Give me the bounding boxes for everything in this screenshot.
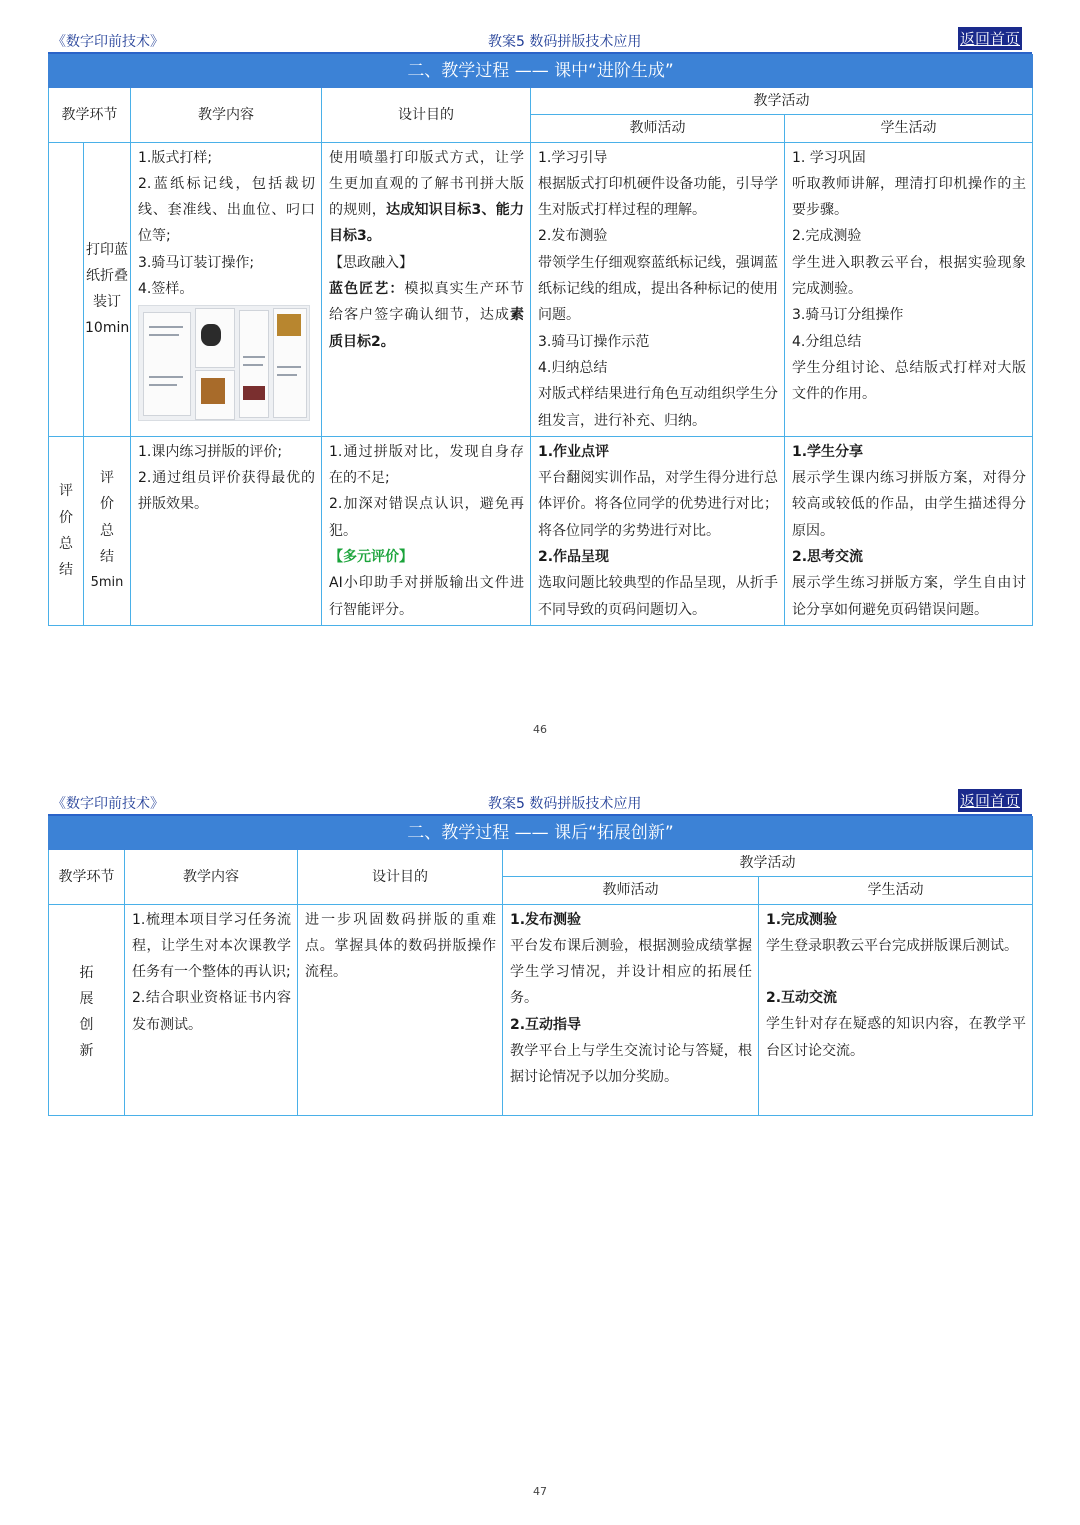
student-activity-heading: 2.互动交流 bbox=[766, 990, 838, 1007]
teacher-activity-line: 平台翻阅实训作品，对学生得分进行总体评价。将各位同学的优势进行对比；将各位同学的劣势进行对比。 bbox=[538, 470, 778, 539]
teacher-activity-heading: 2.互动指导 bbox=[510, 1016, 582, 1033]
lesson-title: 教案5 数码拼版技术应用 bbox=[488, 796, 642, 812]
teacher-activity-cell bbox=[531, 142, 785, 436]
student-activity-line: 展示学生课内练习拼版方案，对得分较高或较低的作品，由学生描述得分原因。 bbox=[792, 470, 1027, 539]
student-activity-line: 4.分组总结 bbox=[792, 333, 862, 350]
segment-cell bbox=[49, 904, 125, 1115]
segment-cell bbox=[84, 142, 131, 436]
purpose-goal: 素质目标2。 bbox=[329, 307, 524, 350]
col-header-teacher: 教师活动 bbox=[503, 877, 759, 904]
segment-time: 10min bbox=[85, 320, 130, 337]
teacher-activity-line: 带领学生仔细观察蓝纸标记线，强调蓝纸标记线的组成，提出各种标记的使用问题。 bbox=[538, 254, 778, 324]
student-activity-line: 学生针对存在疑惑的知识内容，在教学平台区讨论交流。 bbox=[766, 1016, 1026, 1059]
segment-name: 评价总结 bbox=[100, 470, 114, 566]
content-cell bbox=[131, 436, 322, 625]
purpose-text: 进一步巩固数码拼版的重难点。掌握具体的数码拼版操作流程。 bbox=[305, 911, 496, 981]
segment-group-blank bbox=[49, 142, 84, 436]
purpose-cell bbox=[298, 904, 503, 1115]
student-activity-line: 听取教师讲解，理清打印机操作的主要步骤。 bbox=[792, 175, 1027, 219]
purpose-text: 2.加深对错误点认识，避免再犯。 bbox=[329, 496, 524, 539]
teacher-activity-line: 3.骑马订操作示范 bbox=[538, 333, 650, 350]
back-home-button[interactable]: 返回首页 bbox=[958, 27, 1022, 50]
section-title-band: 二、教学过程 —— 课中“进阶生成” bbox=[49, 55, 1033, 88]
student-activity-line: 展示学生练习拼版方案，学生自由讨论分享如何避免页码错误问题。 bbox=[792, 575, 1027, 618]
col-header-purpose: 设计目的 bbox=[298, 850, 503, 905]
content-cell bbox=[125, 904, 298, 1115]
teacher-activity-line: 1.学习引导 bbox=[538, 149, 608, 166]
content-item: 1.版式打样; bbox=[138, 149, 213, 166]
teacher-activity-line: 2.发布测验 bbox=[538, 228, 608, 245]
teacher-activity-line: 4.归纳总结 bbox=[538, 359, 608, 376]
content-cell bbox=[131, 142, 322, 436]
page-number: 47 bbox=[533, 1485, 547, 1498]
student-activity-line: 学生登录职教云平台完成拼版课后测试。 bbox=[766, 937, 1018, 954]
student-activity-heading: 2.思考交流 bbox=[792, 549, 864, 566]
segment-group-cell bbox=[49, 436, 84, 625]
content-item: 3.骑马订装订操作; bbox=[138, 254, 255, 271]
student-activity-heading: 1.完成测验 bbox=[766, 911, 838, 928]
student-activity-line: 2.完成测验 bbox=[792, 228, 862, 245]
back-home-button[interactable]: 返回首页 bbox=[958, 789, 1022, 812]
teacher-activity-line: 平台发布课后测验，根据测验成绩掌握学生学习情况，并设计相应的拓展任务。 bbox=[510, 937, 752, 1007]
content-item: 4.签样。 bbox=[138, 281, 194, 298]
lesson-table-after-class bbox=[48, 816, 1033, 1116]
col-header-content: 教学内容 bbox=[131, 88, 322, 143]
content-item: 2.结合职业资格证书内容发布测试。 bbox=[132, 990, 291, 1033]
student-activity-line: 学生进入职教云平台，根据实验现象完成测验。 bbox=[792, 254, 1027, 298]
content-item: 2.蓝纸标记线，包括裁切线、套准线、出血位、叼口位等; bbox=[138, 175, 315, 245]
book-title: 《数字印前技术》 bbox=[52, 34, 164, 50]
content-item: 1.课内练习拼版的评价; bbox=[138, 443, 283, 460]
segment-name: 拓展创新 bbox=[79, 964, 94, 1060]
student-activity-line: 3.骑马订分组操作 bbox=[792, 307, 904, 324]
page-46 bbox=[0, 0, 1080, 762]
student-activity-cell bbox=[759, 904, 1033, 1115]
student-activity-cell bbox=[785, 436, 1033, 625]
purpose-text: 模拟真实生产环节给客户签字确认细节，达成 bbox=[329, 281, 525, 324]
teacher-activity-line: 根据版式打印机硬件设备功能，引导学生对版式打样过程的理解。 bbox=[538, 175, 778, 219]
multi-eval-tag: 【多元评价】 bbox=[329, 549, 413, 566]
proof-sample-photo bbox=[138, 305, 310, 421]
purpose-cell bbox=[322, 436, 531, 625]
section-title-band: 二、教学过程 —— 课后“拓展创新” bbox=[49, 817, 1033, 850]
purpose-goal: 达成知识目标3、能力目标3。 bbox=[329, 202, 524, 245]
teacher-activity-line: 教学平台上与学生交流讨论与答疑，根据讨论情况予以加分奖励。 bbox=[510, 1043, 752, 1086]
segment-group-label: 评价总结 bbox=[59, 483, 73, 579]
col-header-activities: 教学活动 bbox=[503, 850, 1033, 877]
book-title: 《数字印前技术》 bbox=[52, 796, 164, 812]
teacher-activity-heading: 1.发布测验 bbox=[510, 911, 582, 928]
segment-time: 5min bbox=[90, 575, 124, 591]
page-47 bbox=[0, 762, 1080, 1525]
teacher-activity-heading: 2.作品呈现 bbox=[538, 549, 610, 566]
col-header-student: 学生活动 bbox=[785, 115, 1033, 142]
col-header-student: 学生活动 bbox=[759, 877, 1033, 904]
page-number: 46 bbox=[533, 723, 547, 736]
blue-craft-label: 蓝色匠艺： bbox=[329, 281, 405, 298]
purpose-text: 1.通过拼版对比，发现自身存在的不足; bbox=[329, 443, 524, 487]
purpose-text: AI小印助手对拼版输出文件进行智能评分。 bbox=[329, 575, 524, 618]
segment-cell bbox=[84, 436, 131, 625]
teacher-activity-heading: 1.作业点评 bbox=[538, 443, 610, 460]
lesson-title: 教案5 数码拼版技术应用 bbox=[488, 34, 642, 50]
col-header-teacher: 教师活动 bbox=[531, 115, 785, 142]
ideology-tag: 【思政融入】 bbox=[329, 254, 413, 271]
content-item: 1.梳理本项目学习任务流程，让学生对本次课教学任务有一个整体的再认识; bbox=[132, 911, 291, 981]
col-header-segment: 教学环节 bbox=[49, 88, 131, 143]
segment-name: 打印蓝纸折叠装订 bbox=[86, 242, 128, 311]
student-activity-heading: 1.学生分享 bbox=[792, 443, 864, 460]
purpose-cell bbox=[322, 142, 531, 436]
col-header-segment: 教学环节 bbox=[49, 850, 125, 905]
col-header-content: 教学内容 bbox=[125, 850, 298, 905]
student-activity-cell bbox=[785, 142, 1033, 436]
teacher-activity-line: 对版式样结果进行角色互动组织学生分组发言，进行补充、归纳。 bbox=[538, 386, 778, 429]
col-header-activities: 教学活动 bbox=[531, 88, 1033, 115]
student-activity-line: 学生分组讨论、总结版式打样对大版文件的作用。 bbox=[792, 359, 1027, 403]
col-header-purpose: 设计目的 bbox=[322, 88, 531, 143]
teacher-activity-cell bbox=[503, 904, 759, 1115]
student-activity-line: 1. 学习巩固 bbox=[792, 149, 866, 166]
teacher-activity-line: 选取问题比较典型的作品呈现，从折手不同导致的页码问题切入。 bbox=[538, 575, 778, 618]
teacher-activity-cell bbox=[531, 436, 785, 625]
content-item: 2.通过组员评价获得最优的拼版效果。 bbox=[138, 470, 315, 513]
purpose-text: 使用喷墨打印版式方式，让学生更加直观的了解书刊拼大版的规则， bbox=[329, 149, 524, 219]
lesson-table-in-class bbox=[48, 54, 1033, 626]
